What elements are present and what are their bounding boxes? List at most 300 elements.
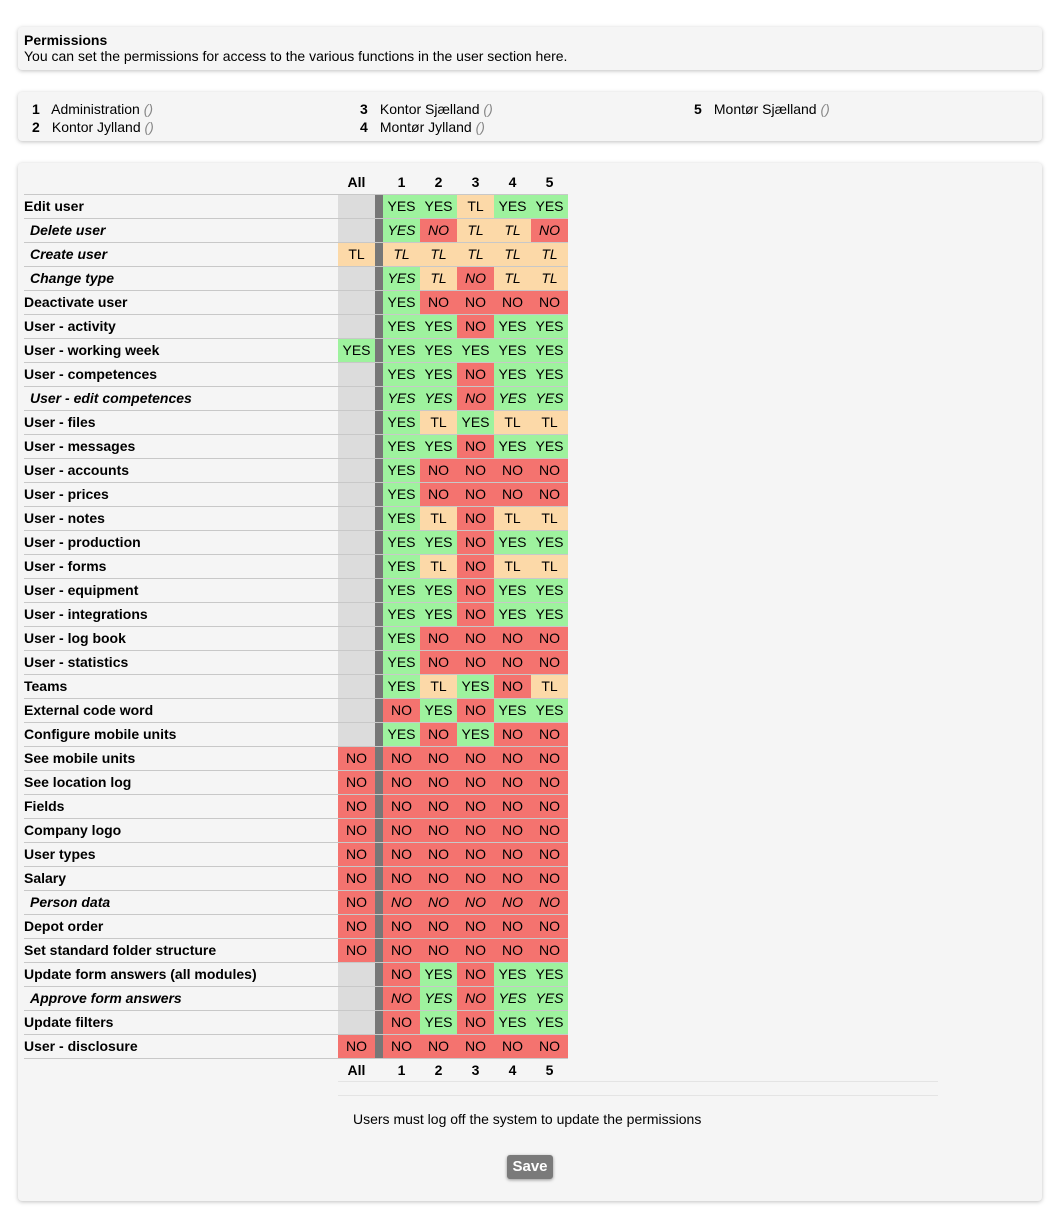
permission-cell-group-1[interactable]: NO	[383, 818, 420, 842]
permission-cell-group-2[interactable]: YES	[420, 602, 457, 626]
permission-cell-all[interactable]	[338, 410, 375, 434]
column-separator	[375, 938, 383, 962]
column-separator	[375, 194, 383, 218]
column-separator	[375, 890, 383, 914]
permission-cell-group-4[interactable]: YES	[494, 1010, 531, 1034]
permission-cell-group-2[interactable]: NO	[420, 626, 457, 650]
permission-cell-group-3[interactable]: NO	[457, 602, 494, 626]
column-separator	[375, 578, 383, 602]
permission-label: User - statistics	[24, 650, 338, 674]
group-name: Kontor Sjælland	[379, 101, 480, 117]
permission-cell-group-5[interactable]: NO	[531, 818, 568, 842]
permission-cell-group-5[interactable]: YES	[531, 698, 568, 722]
permission-label: Edit user	[24, 194, 338, 218]
permission-cell-all[interactable]	[338, 362, 375, 386]
permission-cell-all[interactable]	[338, 458, 375, 482]
group-item	[360, 100, 493, 118]
permission-cell-group-5[interactable]: NO	[531, 626, 568, 650]
permission-cell-group-5[interactable]: YES	[531, 194, 568, 218]
column-header-4: 4	[508, 174, 517, 191]
permission-cell-group-1[interactable]: NO	[383, 914, 420, 938]
column-separator	[375, 410, 383, 434]
permission-cell-group-4[interactable]: YES	[494, 698, 531, 722]
permission-cell-group-4[interactable]: NO	[494, 914, 531, 938]
permission-cell-group-3[interactable]: NO	[457, 554, 494, 578]
permission-label: Deactivate user	[24, 290, 338, 314]
permission-cell-group-1[interactable]: TL	[383, 242, 420, 266]
permission-cell-group-5[interactable]: NO	[531, 722, 568, 746]
group-number: 3	[360, 101, 368, 117]
permission-cell-all[interactable]	[338, 1010, 375, 1034]
permission-cell-group-5[interactable]: TL	[531, 506, 568, 530]
permission-cell-group-3[interactable]: TL	[457, 218, 494, 242]
permission-cell-group-5[interactable]: YES	[531, 338, 568, 362]
permission-cell-group-4[interactable]: NO	[494, 626, 531, 650]
permission-cell-group-1[interactable]: YES	[383, 626, 420, 650]
permission-cell-group-1[interactable]: YES	[383, 674, 420, 698]
permission-cell-group-5[interactable]: YES	[531, 530, 568, 554]
permission-cell-group-4[interactable]: NO	[494, 722, 531, 746]
permission-cell-group-2[interactable]: NO	[420, 1034, 457, 1058]
permission-cell-all[interactable]	[338, 650, 375, 674]
permission-cell-group-4[interactable]: YES	[494, 602, 531, 626]
permission-cell-group-5[interactable]: NO	[531, 890, 568, 914]
permission-cell-all[interactable]: NO	[338, 914, 375, 938]
permission-cell-group-4[interactable]: YES	[494, 338, 531, 362]
permission-cell-group-1[interactable]: YES	[383, 602, 420, 626]
permission-cell-group-5[interactable]: NO	[531, 746, 568, 770]
permission-cell-all[interactable]	[338, 434, 375, 458]
permission-cell-group-2[interactable]: NO	[420, 914, 457, 938]
permission-cell-group-1[interactable]: YES	[383, 410, 420, 434]
permission-cell-all[interactable]: TL	[338, 242, 375, 266]
info-panel	[18, 27, 1042, 70]
permission-cell-group-3[interactable]: NO	[457, 866, 494, 890]
permission-cell-group-2[interactable]: NO	[420, 650, 457, 674]
permission-cell-group-5[interactable]: YES	[531, 986, 568, 1010]
permission-cell-group-2[interactable]: YES	[420, 194, 457, 218]
permission-cell-group-1[interactable]: YES	[383, 218, 420, 242]
column-header-2: 2	[434, 174, 443, 191]
permission-cell-group-3[interactable]: NO	[457, 506, 494, 530]
permission-cell-group-1[interactable]: YES	[383, 530, 420, 554]
permission-cell-group-3[interactable]: NO	[457, 530, 494, 554]
permission-row	[24, 530, 568, 554]
column-separator	[375, 650, 383, 674]
permission-label: Fields	[24, 794, 338, 818]
permission-row	[24, 650, 568, 674]
permission-cell-group-2[interactable]: NO	[420, 794, 457, 818]
permission-cell-group-3[interactable]: NO	[457, 842, 494, 866]
permission-cell-all[interactable]	[338, 386, 375, 410]
permission-row	[24, 962, 568, 986]
permission-cell-group-4[interactable]: NO	[494, 458, 531, 482]
permission-cell-group-2[interactable]: YES	[420, 962, 457, 986]
permission-cell-group-4[interactable]: NO	[494, 938, 531, 962]
permission-cell-group-1[interactable]: YES	[383, 314, 420, 338]
permission-cell-group-4[interactable]: YES	[494, 530, 531, 554]
column-separator	[375, 458, 383, 482]
permission-cell-group-1[interactable]: NO	[383, 938, 420, 962]
column-header-3: 3	[471, 1061, 480, 1078]
permission-cell-all[interactable]	[338, 194, 375, 218]
group-count: ()	[475, 119, 485, 135]
permission-cell-group-5[interactable]: NO	[531, 482, 568, 506]
permission-cell-group-2[interactable]: NO	[420, 218, 457, 242]
permission-cell-group-5[interactable]: NO	[531, 938, 568, 962]
permission-label: External code word	[24, 698, 338, 722]
permission-cell-group-3[interactable]: NO	[457, 578, 494, 602]
permission-cell-group-2[interactable]: TL	[420, 410, 457, 434]
permission-label: User - production	[24, 530, 338, 554]
permission-row	[24, 410, 568, 434]
permission-cell-group-3[interactable]: NO	[457, 890, 494, 914]
column-separator	[375, 1058, 383, 1081]
permission-cell-group-1[interactable]: NO	[383, 770, 420, 794]
permission-cell-all[interactable]	[338, 578, 375, 602]
permission-cell-group-3[interactable]: NO	[457, 1034, 494, 1058]
permission-cell-group-2[interactable]: TL	[420, 554, 457, 578]
permission-cell-group-4[interactable]: NO	[494, 482, 531, 506]
permission-cell-all[interactable]	[338, 506, 375, 530]
permission-label: User - accounts	[24, 458, 338, 482]
permission-cell-group-4[interactable]: NO	[494, 890, 531, 914]
permission-cell-group-5[interactable]: NO	[531, 842, 568, 866]
permission-cell-group-1[interactable]: NO	[383, 866, 420, 890]
permission-cell-group-5[interactable]: TL	[531, 554, 568, 578]
column-separator	[375, 770, 383, 794]
permission-label: Change type	[24, 266, 338, 290]
permission-cell-group-4[interactable]: NO	[494, 842, 531, 866]
permission-label: User - forms	[24, 554, 338, 578]
permission-cell-group-1[interactable]: YES	[383, 482, 420, 506]
permission-cell-all[interactable]: NO	[338, 842, 375, 866]
permission-cell-group-5[interactable]: YES	[531, 314, 568, 338]
column-header-5: 5	[545, 1061, 554, 1078]
permission-cell-group-3[interactable]: NO	[457, 314, 494, 338]
permission-cell-group-1[interactable]: NO	[383, 1034, 420, 1058]
permission-cell-all[interactable]	[338, 554, 375, 578]
permission-row	[24, 362, 568, 386]
permission-cell-group-3[interactable]: NO	[457, 914, 494, 938]
groups-column-2	[360, 100, 493, 136]
permission-cell-group-5[interactable]: NO	[531, 866, 568, 890]
permission-cell-group-3[interactable]: NO	[457, 698, 494, 722]
permission-cell-group-5[interactable]: YES	[531, 386, 568, 410]
permission-label: Company logo	[24, 818, 338, 842]
permission-cell-group-3[interactable]: YES	[457, 338, 494, 362]
permission-row	[24, 938, 568, 962]
permission-cell-all[interactable]	[338, 218, 375, 242]
permission-cell-all[interactable]: NO	[338, 1034, 375, 1058]
save-button[interactable]: Save	[507, 1155, 553, 1179]
permission-cell-group-5[interactable]: TL	[531, 674, 568, 698]
column-separator	[375, 266, 383, 290]
column-header-all: All	[347, 1061, 366, 1078]
permission-cell-all[interactable]	[338, 986, 375, 1010]
permission-cell-group-3[interactable]: NO	[457, 746, 494, 770]
permission-cell-group-5[interactable]: YES	[531, 578, 568, 602]
permission-cell-group-4[interactable]: YES	[494, 434, 531, 458]
permission-label: Depot order	[24, 914, 338, 938]
permission-cell-group-1[interactable]: YES	[383, 458, 420, 482]
permission-cell-group-2[interactable]: YES	[420, 434, 457, 458]
permission-cell-group-2[interactable]: NO	[420, 482, 457, 506]
permission-cell-group-2[interactable]: NO	[420, 290, 457, 314]
group-count: ()	[143, 101, 154, 117]
group-item	[694, 100, 830, 118]
permission-cell-all[interactable]	[338, 314, 375, 338]
permission-label: Salary	[24, 866, 338, 890]
permission-cell-all[interactable]	[338, 626, 375, 650]
permission-cell-group-4[interactable]: TL	[494, 554, 531, 578]
permission-cell-group-4[interactable]: YES	[494, 314, 531, 338]
permission-row	[24, 626, 568, 650]
permission-row	[24, 482, 568, 506]
permission-cell-group-5[interactable]: NO	[531, 794, 568, 818]
permission-cell-group-4[interactable]: TL	[494, 410, 531, 434]
permission-cell-group-3[interactable]: NO	[457, 434, 494, 458]
permission-cell-group-5[interactable]: NO	[531, 914, 568, 938]
permission-cell-group-3[interactable]: TL	[457, 194, 494, 218]
permission-cell-group-4[interactable]: NO	[494, 866, 531, 890]
column-separator	[375, 698, 383, 722]
permission-cell-group-1[interactable]: YES	[383, 266, 420, 290]
divider	[338, 1095, 938, 1096]
permission-cell-all[interactable]	[338, 698, 375, 722]
permission-cell-all[interactable]: NO	[338, 746, 375, 770]
permission-cell-group-5[interactable]: YES	[531, 1010, 568, 1034]
permission-cell-group-2[interactable]: NO	[420, 938, 457, 962]
permission-cell-group-2[interactable]: NO	[420, 722, 457, 746]
permission-cell-all[interactable]	[338, 530, 375, 554]
column-header-all: All	[347, 174, 366, 191]
permission-cell-group-1[interactable]: YES	[383, 722, 420, 746]
permission-cell-group-2[interactable]: TL	[420, 242, 457, 266]
permission-cell-group-3[interactable]: YES	[457, 410, 494, 434]
permission-cell-group-3[interactable]: NO	[457, 962, 494, 986]
permission-cell-group-4[interactable]: TL	[494, 218, 531, 242]
permission-cell-group-4[interactable]: NO	[494, 794, 531, 818]
permission-cell-group-4[interactable]: YES	[494, 986, 531, 1010]
permission-cell-group-4[interactable]: YES	[494, 962, 531, 986]
permission-cell-group-1[interactable]: YES	[383, 650, 420, 674]
permission-cell-group-3[interactable]: NO	[457, 290, 494, 314]
permission-cell-group-1[interactable]: NO	[383, 962, 420, 986]
permission-row	[24, 218, 568, 242]
permission-cell-group-3[interactable]: NO	[457, 794, 494, 818]
permission-label: Set standard folder structure	[24, 938, 338, 962]
column-separator	[375, 818, 383, 842]
permission-cell-group-3[interactable]: NO	[457, 266, 494, 290]
permission-cell-group-5[interactable]: TL	[531, 410, 568, 434]
permission-cell-group-3[interactable]: TL	[457, 242, 494, 266]
column-separator	[375, 626, 383, 650]
permission-cell-group-1[interactable]: YES	[383, 290, 420, 314]
permission-cell-group-4[interactable]: YES	[494, 194, 531, 218]
permission-cell-group-2[interactable]: YES	[420, 578, 457, 602]
permission-cell-group-3[interactable]: NO	[457, 818, 494, 842]
permission-label: User - integrations	[24, 602, 338, 626]
column-separator	[375, 506, 383, 530]
permission-cell-group-2[interactable]: YES	[420, 986, 457, 1010]
permission-cell-group-3[interactable]: NO	[457, 362, 494, 386]
permission-cell-group-2[interactable]: NO	[420, 458, 457, 482]
header-spacer	[24, 1058, 338, 1081]
permission-cell-group-5[interactable]: TL	[531, 242, 568, 266]
permission-row	[24, 386, 568, 410]
permission-cell-group-5[interactable]: NO	[531, 290, 568, 314]
permission-cell-group-2[interactable]: YES	[420, 530, 457, 554]
permission-cell-group-3[interactable]: NO	[457, 458, 494, 482]
column-header-2: 2	[434, 1061, 443, 1078]
group-number: 2	[32, 119, 40, 135]
permission-cell-group-1[interactable]: YES	[383, 338, 420, 362]
permission-cell-all[interactable]: NO	[338, 890, 375, 914]
permission-cell-group-2[interactable]: YES	[420, 1010, 457, 1034]
column-separator	[375, 1034, 383, 1058]
permission-cell-group-1[interactable]: NO	[383, 986, 420, 1010]
permission-label: User - log book	[24, 626, 338, 650]
permission-cell-group-5[interactable]: NO	[531, 218, 568, 242]
permission-cell-group-4[interactable]: NO	[494, 746, 531, 770]
permission-cell-group-4[interactable]: NO	[494, 290, 531, 314]
permission-cell-group-3[interactable]: NO	[457, 626, 494, 650]
groups-legend	[18, 92, 1042, 141]
permission-cell-group-4[interactable]: YES	[494, 386, 531, 410]
permission-cell-group-4[interactable]: NO	[494, 770, 531, 794]
permission-cell-group-5[interactable]: YES	[531, 362, 568, 386]
permission-cell-all[interactable]	[338, 290, 375, 314]
permission-cell-group-4[interactable]: TL	[494, 506, 531, 530]
permission-cell-group-4[interactable]: NO	[494, 650, 531, 674]
permission-cell-group-2[interactable]: NO	[420, 818, 457, 842]
permission-label: User - messages	[24, 434, 338, 458]
header-spacer	[24, 171, 338, 194]
permission-cell-group-2[interactable]: TL	[420, 506, 457, 530]
column-separator	[375, 602, 383, 626]
permission-row	[24, 338, 568, 362]
permission-cell-group-5[interactable]: TL	[531, 266, 568, 290]
permission-cell-group-1[interactable]: YES	[383, 578, 420, 602]
permissions-table	[24, 171, 568, 1081]
permission-cell-group-1[interactable]: NO	[383, 746, 420, 770]
permission-cell-group-2[interactable]: YES	[420, 698, 457, 722]
permission-cell-all[interactable]	[338, 962, 375, 986]
permission-cell-group-1[interactable]: YES	[383, 506, 420, 530]
permission-cell-group-5[interactable]: NO	[531, 458, 568, 482]
permission-cell-all[interactable]: NO	[338, 770, 375, 794]
permission-cell-group-1[interactable]: NO	[383, 794, 420, 818]
permission-cell-all[interactable]	[338, 482, 375, 506]
permission-cell-group-4[interactable]: NO	[494, 674, 531, 698]
permission-cell-all[interactable]: YES	[338, 338, 375, 362]
column-header-5: 5	[545, 174, 554, 191]
permission-cell-group-4[interactable]: TL	[494, 266, 531, 290]
divider	[338, 1081, 938, 1082]
group-name: Kontor Jylland	[51, 119, 141, 135]
permission-cell-group-5[interactable]: YES	[531, 434, 568, 458]
permission-cell-group-4[interactable]: NO	[494, 818, 531, 842]
column-separator	[375, 866, 383, 890]
permission-cell-group-1[interactable]: NO	[383, 842, 420, 866]
permission-cell-group-3[interactable]: YES	[457, 722, 494, 746]
permission-cell-all[interactable]	[338, 266, 375, 290]
permission-cell-group-1[interactable]: YES	[383, 386, 420, 410]
permission-label: Person data	[24, 890, 338, 914]
permission-row	[24, 434, 568, 458]
permission-cell-group-3[interactable]: NO	[457, 986, 494, 1010]
permission-cell-group-2[interactable]: YES	[420, 338, 457, 362]
permission-row	[24, 722, 568, 746]
permission-cell-group-1[interactable]: YES	[383, 434, 420, 458]
permission-cell-group-2[interactable]: NO	[420, 770, 457, 794]
permission-cell-all[interactable]	[338, 602, 375, 626]
permission-cell-group-5[interactable]: NO	[531, 770, 568, 794]
permission-cell-all[interactable]: NO	[338, 938, 375, 962]
permission-cell-group-5[interactable]: YES	[531, 602, 568, 626]
permission-cell-group-4[interactable]: TL	[494, 242, 531, 266]
permission-cell-group-3[interactable]: NO	[457, 650, 494, 674]
column-separator	[375, 386, 383, 410]
permission-cell-group-2[interactable]: NO	[420, 866, 457, 890]
permission-label: User types	[24, 842, 338, 866]
permission-cell-group-1[interactable]: NO	[383, 890, 420, 914]
permission-cell-group-2[interactable]: YES	[420, 386, 457, 410]
permission-cell-group-2[interactable]: YES	[420, 362, 457, 386]
permission-cell-group-1[interactable]: YES	[383, 554, 420, 578]
permission-cell-group-1[interactable]: YES	[383, 362, 420, 386]
permission-cell-group-2[interactable]: NO	[420, 890, 457, 914]
permission-row	[24, 458, 568, 482]
permission-cell-group-3[interactable]: YES	[457, 674, 494, 698]
permission-cell-all[interactable]: NO	[338, 818, 375, 842]
permission-cell-group-4[interactable]: NO	[494, 1034, 531, 1058]
column-separator	[375, 1010, 383, 1034]
permission-row	[24, 194, 568, 218]
permission-cell-group-3[interactable]: NO	[457, 386, 494, 410]
permission-cell-group-3[interactable]: NO	[457, 1010, 494, 1034]
permission-cell-group-5[interactable]: NO	[531, 650, 568, 674]
permission-cell-group-4[interactable]: YES	[494, 578, 531, 602]
permission-cell-group-3[interactable]: NO	[457, 770, 494, 794]
permission-cell-group-1[interactable]: NO	[383, 1010, 420, 1034]
permission-cell-group-3[interactable]: NO	[457, 938, 494, 962]
column-separator	[375, 338, 383, 362]
column-separator	[375, 242, 383, 266]
permission-cell-group-4[interactable]: YES	[494, 362, 531, 386]
permission-cell-group-2[interactable]: YES	[420, 314, 457, 338]
permission-cell-group-5[interactable]: NO	[531, 1034, 568, 1058]
permission-cell-all[interactable]: NO	[338, 866, 375, 890]
permission-cell-group-2[interactable]: NO	[420, 746, 457, 770]
permission-row	[24, 242, 568, 266]
permission-label: Update form answers (all modules)	[24, 962, 338, 986]
permission-cell-group-5[interactable]: YES	[531, 962, 568, 986]
permission-row	[24, 746, 568, 770]
permission-cell-group-2[interactable]: NO	[420, 842, 457, 866]
permission-cell-all[interactable]: NO	[338, 794, 375, 818]
permission-row	[24, 914, 568, 938]
permission-cell-group-2[interactable]: TL	[420, 266, 457, 290]
permission-cell-all[interactable]	[338, 722, 375, 746]
permission-cell-group-2[interactable]: TL	[420, 674, 457, 698]
permission-cell-all[interactable]	[338, 674, 375, 698]
permission-cell-group-1[interactable]: NO	[383, 698, 420, 722]
permission-label: Configure mobile units	[24, 722, 338, 746]
permission-cell-group-1[interactable]: YES	[383, 194, 420, 218]
permission-cell-group-3[interactable]: NO	[457, 482, 494, 506]
